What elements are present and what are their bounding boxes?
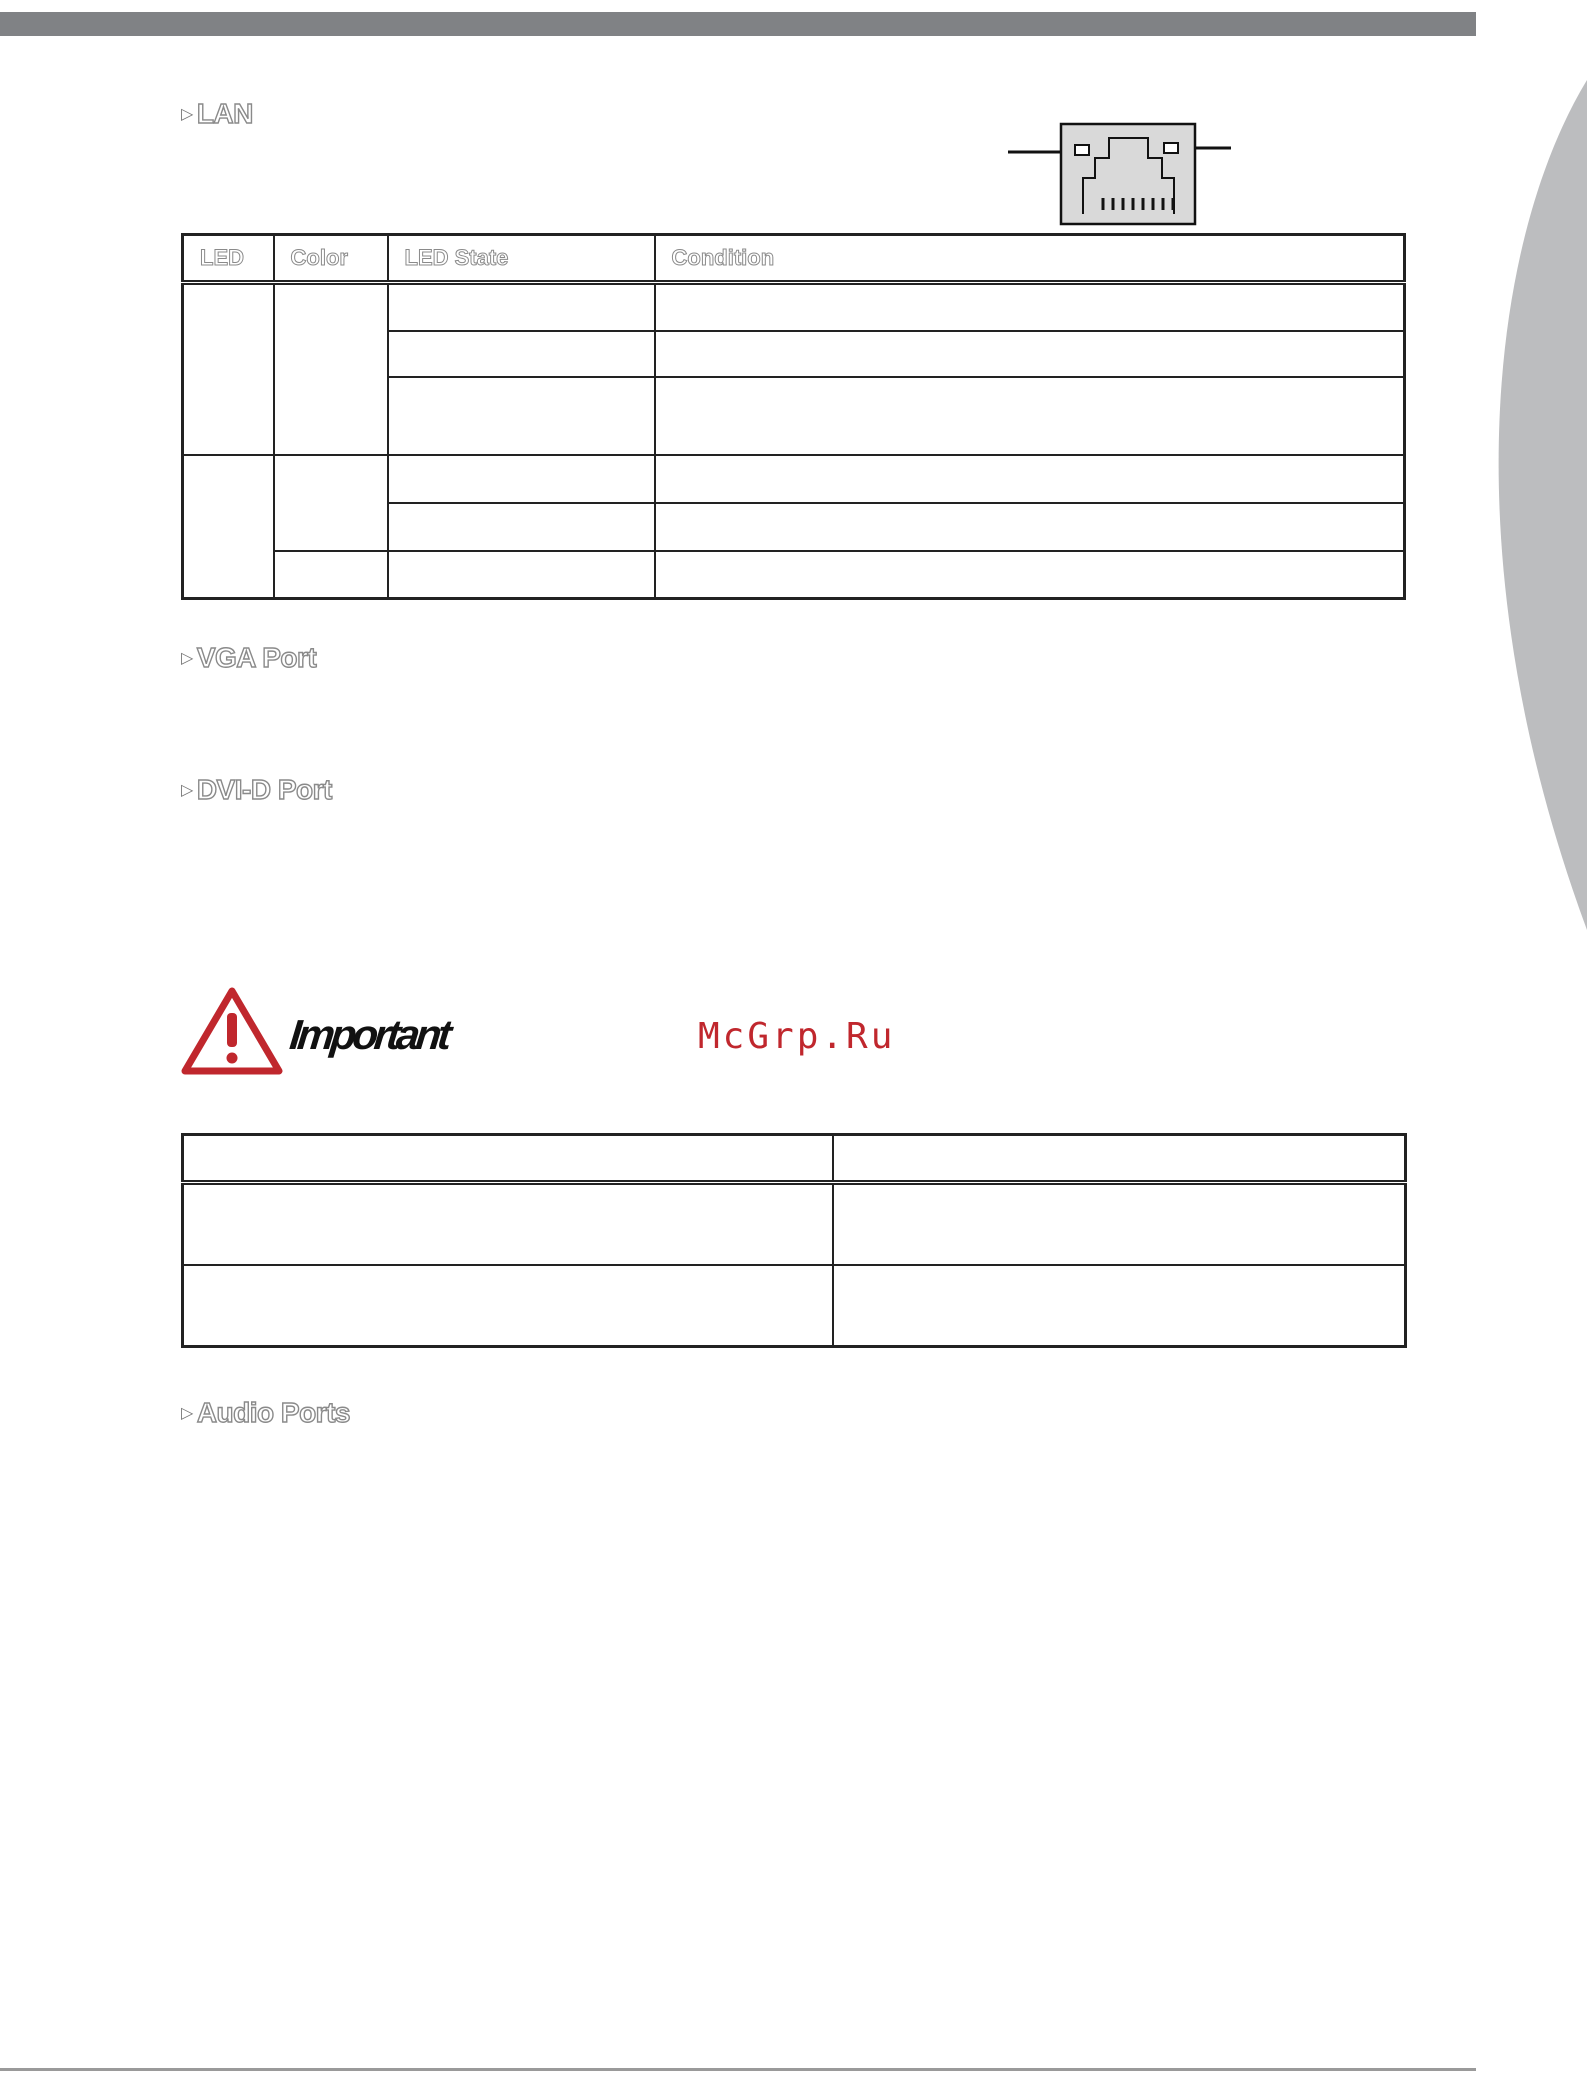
table-cell (388, 503, 655, 551)
table-cell (388, 331, 655, 377)
triangle-right-icon: ▷ (181, 650, 193, 667)
table-cell (183, 1183, 833, 1265)
dvid-heading-text: DVI-D Port (196, 774, 332, 805)
table-cell (388, 283, 655, 331)
triangle-right-icon: ▷ (181, 106, 193, 123)
resolution-table (181, 1133, 1407, 1348)
header-led-state: LED State (388, 235, 655, 283)
important-title: Important (287, 1011, 451, 1058)
header-color: Color (274, 235, 388, 283)
section-heading-dvid (181, 774, 332, 806)
table-cell (833, 1135, 1406, 1183)
header-bar (0, 12, 1476, 36)
table-cell (655, 503, 1405, 551)
section-heading-vga (181, 642, 316, 674)
section-heading-audio (181, 1397, 350, 1429)
lan-led-table (181, 233, 1406, 600)
table-cell (183, 1135, 833, 1183)
table-header-row (183, 235, 1405, 283)
audio-heading-text: Audio Ports (196, 1397, 350, 1428)
table-cell (274, 551, 388, 599)
table-cell (655, 283, 1405, 331)
table-row (183, 455, 1405, 503)
table-row (183, 1183, 1406, 1265)
watermark: McGrp.Ru (698, 1016, 896, 1057)
table-row (183, 1265, 1406, 1347)
table-cell (388, 551, 655, 599)
table-row (183, 551, 1405, 599)
table-row (183, 283, 1405, 331)
table-cell (183, 1265, 833, 1347)
vga-heading-text: VGA Port (196, 642, 317, 673)
table-header-row (183, 1135, 1406, 1183)
triangle-right-icon: ▷ (181, 1405, 193, 1422)
table-cell (183, 283, 274, 455)
table-cell (388, 377, 655, 455)
table-cell (274, 283, 388, 455)
warning-triangle-icon (180, 985, 284, 1077)
side-tab (1470, 40, 1587, 940)
table-cell (274, 455, 388, 551)
table-cell (833, 1183, 1406, 1265)
lan-heading-text: LAN (196, 98, 253, 129)
table-cell (655, 331, 1405, 377)
table-cell (655, 455, 1405, 503)
rj45-port-icon (1005, 118, 1245, 228)
footer-line (0, 2068, 1476, 2071)
triangle-right-icon: ▷ (181, 782, 193, 799)
table-cell (655, 551, 1405, 599)
table-cell (183, 455, 274, 599)
section-heading-lan (181, 98, 253, 130)
table-cell (388, 455, 655, 503)
table-cell (655, 377, 1405, 455)
header-led: LED (183, 235, 274, 283)
header-condition: Condition (655, 235, 1405, 283)
table-cell (833, 1265, 1406, 1347)
